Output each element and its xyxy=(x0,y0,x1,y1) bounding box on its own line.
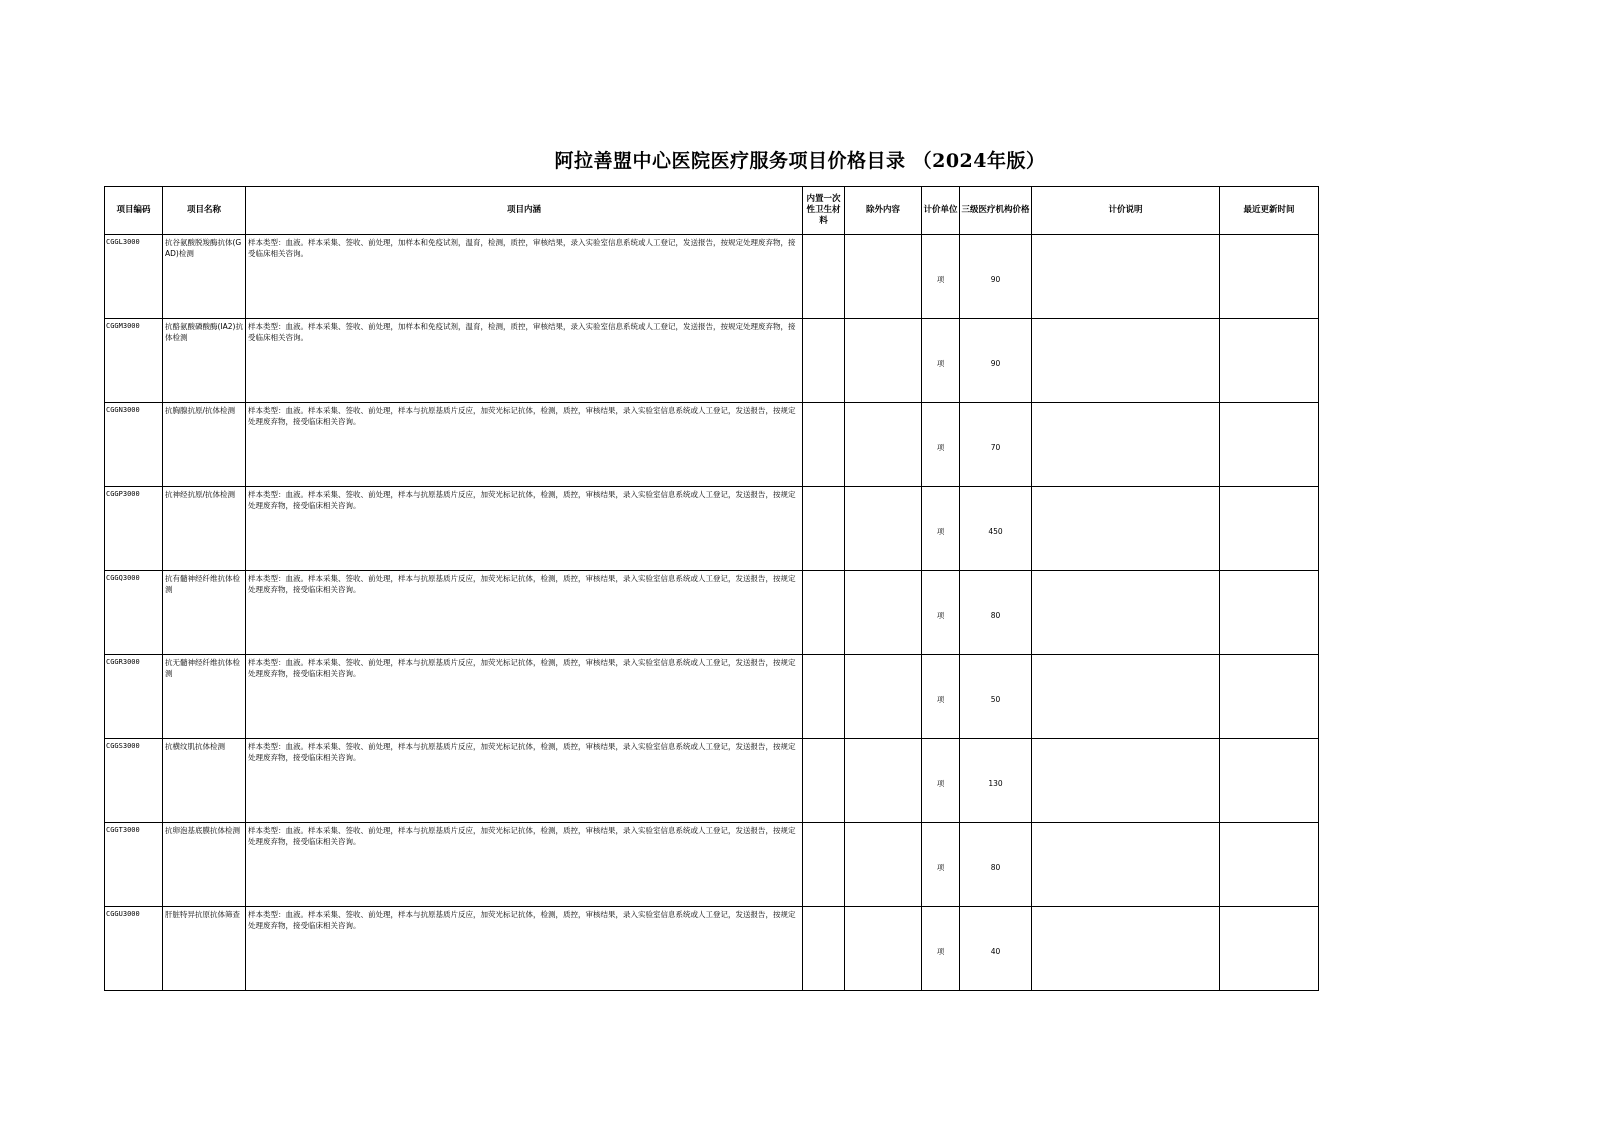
cell-content: 样本类型：血液。样本采集、签收、前处理，样本与抗原基质片反应，加荧光标记抗体，检测，质控，审核结果，录入实验室信息系统或人工登记，发送报告，按规定处理废弃物，接受临床相关咨询。 xyxy=(246,907,803,991)
cell-updated xyxy=(1220,571,1319,655)
cell-price: 90 xyxy=(960,319,1032,403)
cell-note xyxy=(1032,487,1220,571)
cell-exclusion xyxy=(845,655,922,739)
table-header-row xyxy=(105,187,1319,235)
cell-code: CGGT3000 xyxy=(105,823,163,907)
header-note: 计价说明 xyxy=(1032,187,1220,235)
cell-note xyxy=(1032,235,1220,319)
table-row xyxy=(105,907,1319,991)
cell-updated xyxy=(1220,403,1319,487)
cell-exclusion xyxy=(845,487,922,571)
cell-updated xyxy=(1220,655,1319,739)
cell-consumable xyxy=(803,235,845,319)
cell-name: 抗酪氨酸磷酸酶(IA2)抗体检测 xyxy=(163,319,246,403)
cell-exclusion xyxy=(845,739,922,823)
cell-code: CGGM3000 xyxy=(105,319,163,403)
cell-code: CGGN3000 xyxy=(105,403,163,487)
cell-unit: 项 xyxy=(922,907,960,991)
cell-unit: 项 xyxy=(922,571,960,655)
cell-code: CGGQ3000 xyxy=(105,571,163,655)
cell-code: CGGR3000 xyxy=(105,655,163,739)
table-row xyxy=(105,403,1319,487)
table-row xyxy=(105,487,1319,571)
cell-content: 样本类型：血液。样本采集、签收、前处理，样本与抗原基质片反应，加荧光标记抗体，检测，质控，审核结果，录入实验室信息系统或人工登记，发送报告，按规定处理废弃物，接受临床相关咨询。 xyxy=(246,403,803,487)
cell-exclusion xyxy=(845,319,922,403)
cell-name: 抗胸腺抗原/抗体检测 xyxy=(163,403,246,487)
cell-name: 抗有髓神经纤维抗体检测 xyxy=(163,571,246,655)
price-table xyxy=(104,186,1319,991)
cell-name: 抗无髓神经纤维抗体检测 xyxy=(163,655,246,739)
cell-code: CGGU3000 xyxy=(105,907,163,991)
cell-consumable xyxy=(803,655,845,739)
cell-updated xyxy=(1220,739,1319,823)
cell-consumable xyxy=(803,403,845,487)
cell-note xyxy=(1032,571,1220,655)
cell-consumable xyxy=(803,907,845,991)
cell-consumable xyxy=(803,571,845,655)
cell-unit: 项 xyxy=(922,403,960,487)
cell-exclusion xyxy=(845,907,922,991)
cell-exclusion xyxy=(845,235,922,319)
cell-unit: 项 xyxy=(922,319,960,403)
cell-content: 样本类型：血液。样本采集、签收、前处理，样本与抗原基质片反应，加荧光标记抗体，检测，质控，审核结果，录入实验室信息系统或人工登记，发送报告，按规定处理废弃物，接受临床相关咨询。 xyxy=(246,823,803,907)
cell-unit: 项 xyxy=(922,487,960,571)
cell-code: CGGP3000 xyxy=(105,487,163,571)
cell-consumable xyxy=(803,823,845,907)
cell-price: 80 xyxy=(960,823,1032,907)
cell-unit: 项 xyxy=(922,655,960,739)
cell-content: 样本类型：血液。样本采集、签收、前处理，样本与抗原基质片反应，加荧光标记抗体，检测，质控，审核结果，录入实验室信息系统或人工登记，发送报告，按规定处理废弃物，接受临床相关咨询。 xyxy=(246,739,803,823)
cell-content: 样本类型：血液。样本采集、签收、前处理，样本与抗原基质片反应，加荧光标记抗体，检测，质控，审核结果，录入实验室信息系统或人工登记，发送报告，按规定处理废弃物，接受临床相关咨询。 xyxy=(246,487,803,571)
cell-consumable xyxy=(803,319,845,403)
cell-unit: 项 xyxy=(922,739,960,823)
cell-updated xyxy=(1220,907,1319,991)
page-title: 阿拉善盟中心医院医疗服务项目价格目录 （2024年版） xyxy=(554,150,1046,172)
cell-price: 80 xyxy=(960,571,1032,655)
cell-note xyxy=(1032,655,1220,739)
cell-unit: 项 xyxy=(922,235,960,319)
cell-name: 抗神经抗原/抗体检测 xyxy=(163,487,246,571)
cell-name: 抗横纹肌抗体检测 xyxy=(163,739,246,823)
header-updated: 最近更新时间 xyxy=(1220,187,1319,235)
header-price: 三级医疗机构价格 xyxy=(960,187,1032,235)
cell-exclusion xyxy=(845,571,922,655)
cell-updated xyxy=(1220,235,1319,319)
cell-content: 样本类型：血液。样本采集、签收、前处理，样本与抗原基质片反应，加荧光标记抗体，检测，质控，审核结果，录入实验室信息系统或人工登记，发送报告，按规定处理废弃物，接受临床相关咨询。 xyxy=(246,571,803,655)
table-row xyxy=(105,655,1319,739)
cell-consumable xyxy=(803,739,845,823)
cell-updated xyxy=(1220,487,1319,571)
cell-content: 样本类型：血液。样本采集、签收、前处理，样本与抗原基质片反应，加荧光标记抗体，检测，质控，审核结果，录入实验室信息系统或人工登记，发送报告，按规定处理废弃物，接受临床相关咨询。 xyxy=(246,655,803,739)
cell-consumable xyxy=(803,487,845,571)
cell-note xyxy=(1032,319,1220,403)
table-row xyxy=(105,319,1319,403)
cell-exclusion xyxy=(845,403,922,487)
header-exclusion: 除外内容 xyxy=(845,187,922,235)
cell-price: 130 xyxy=(960,739,1032,823)
cell-exclusion xyxy=(845,823,922,907)
cell-updated xyxy=(1220,319,1319,403)
cell-price: 40 xyxy=(960,907,1032,991)
cell-content: 样本类型：血液。样本采集、签收、前处理，加样本和免疫试剂，温育，检测，质控，审核结果，录入实验室信息系统或人工登记，发送报告，按规定处理废弃物，接受临床相关咨询。 xyxy=(246,319,803,403)
cell-code: CGGS3000 xyxy=(105,739,163,823)
header-unit: 计价单位 xyxy=(922,187,960,235)
cell-price: 70 xyxy=(960,403,1032,487)
cell-code: CGGL3000 xyxy=(105,235,163,319)
header-code: 项目编码 xyxy=(105,187,163,235)
cell-price: 50 xyxy=(960,655,1032,739)
table-row xyxy=(105,739,1319,823)
cell-note xyxy=(1032,907,1220,991)
cell-note xyxy=(1032,403,1220,487)
cell-name: 抗卵泡基底膜抗体检测 xyxy=(163,823,246,907)
cell-content: 样本类型：血液。样本采集、签收、前处理，加样本和免疫试剂，温育，检测，质控，审核结果，录入实验室信息系统或人工登记，发送报告，按规定处理废弃物，接受临床相关咨询。 xyxy=(246,235,803,319)
cell-note xyxy=(1032,823,1220,907)
table-row xyxy=(105,823,1319,907)
cell-price: 90 xyxy=(960,235,1032,319)
cell-updated xyxy=(1220,823,1319,907)
table-row xyxy=(105,571,1319,655)
header-content: 项目内涵 xyxy=(246,187,803,235)
header-name: 项目名称 xyxy=(163,187,246,235)
cell-name: 抗谷氨酸脱羧酶抗体(GAD)检测 xyxy=(163,235,246,319)
header-consumable: 内置一次性卫生材料 xyxy=(803,187,845,235)
cell-name: 肝脏特异抗原抗体筛查 xyxy=(163,907,246,991)
table-row xyxy=(105,235,1319,319)
cell-unit: 项 xyxy=(922,823,960,907)
cell-note xyxy=(1032,739,1220,823)
cell-price: 450 xyxy=(960,487,1032,571)
